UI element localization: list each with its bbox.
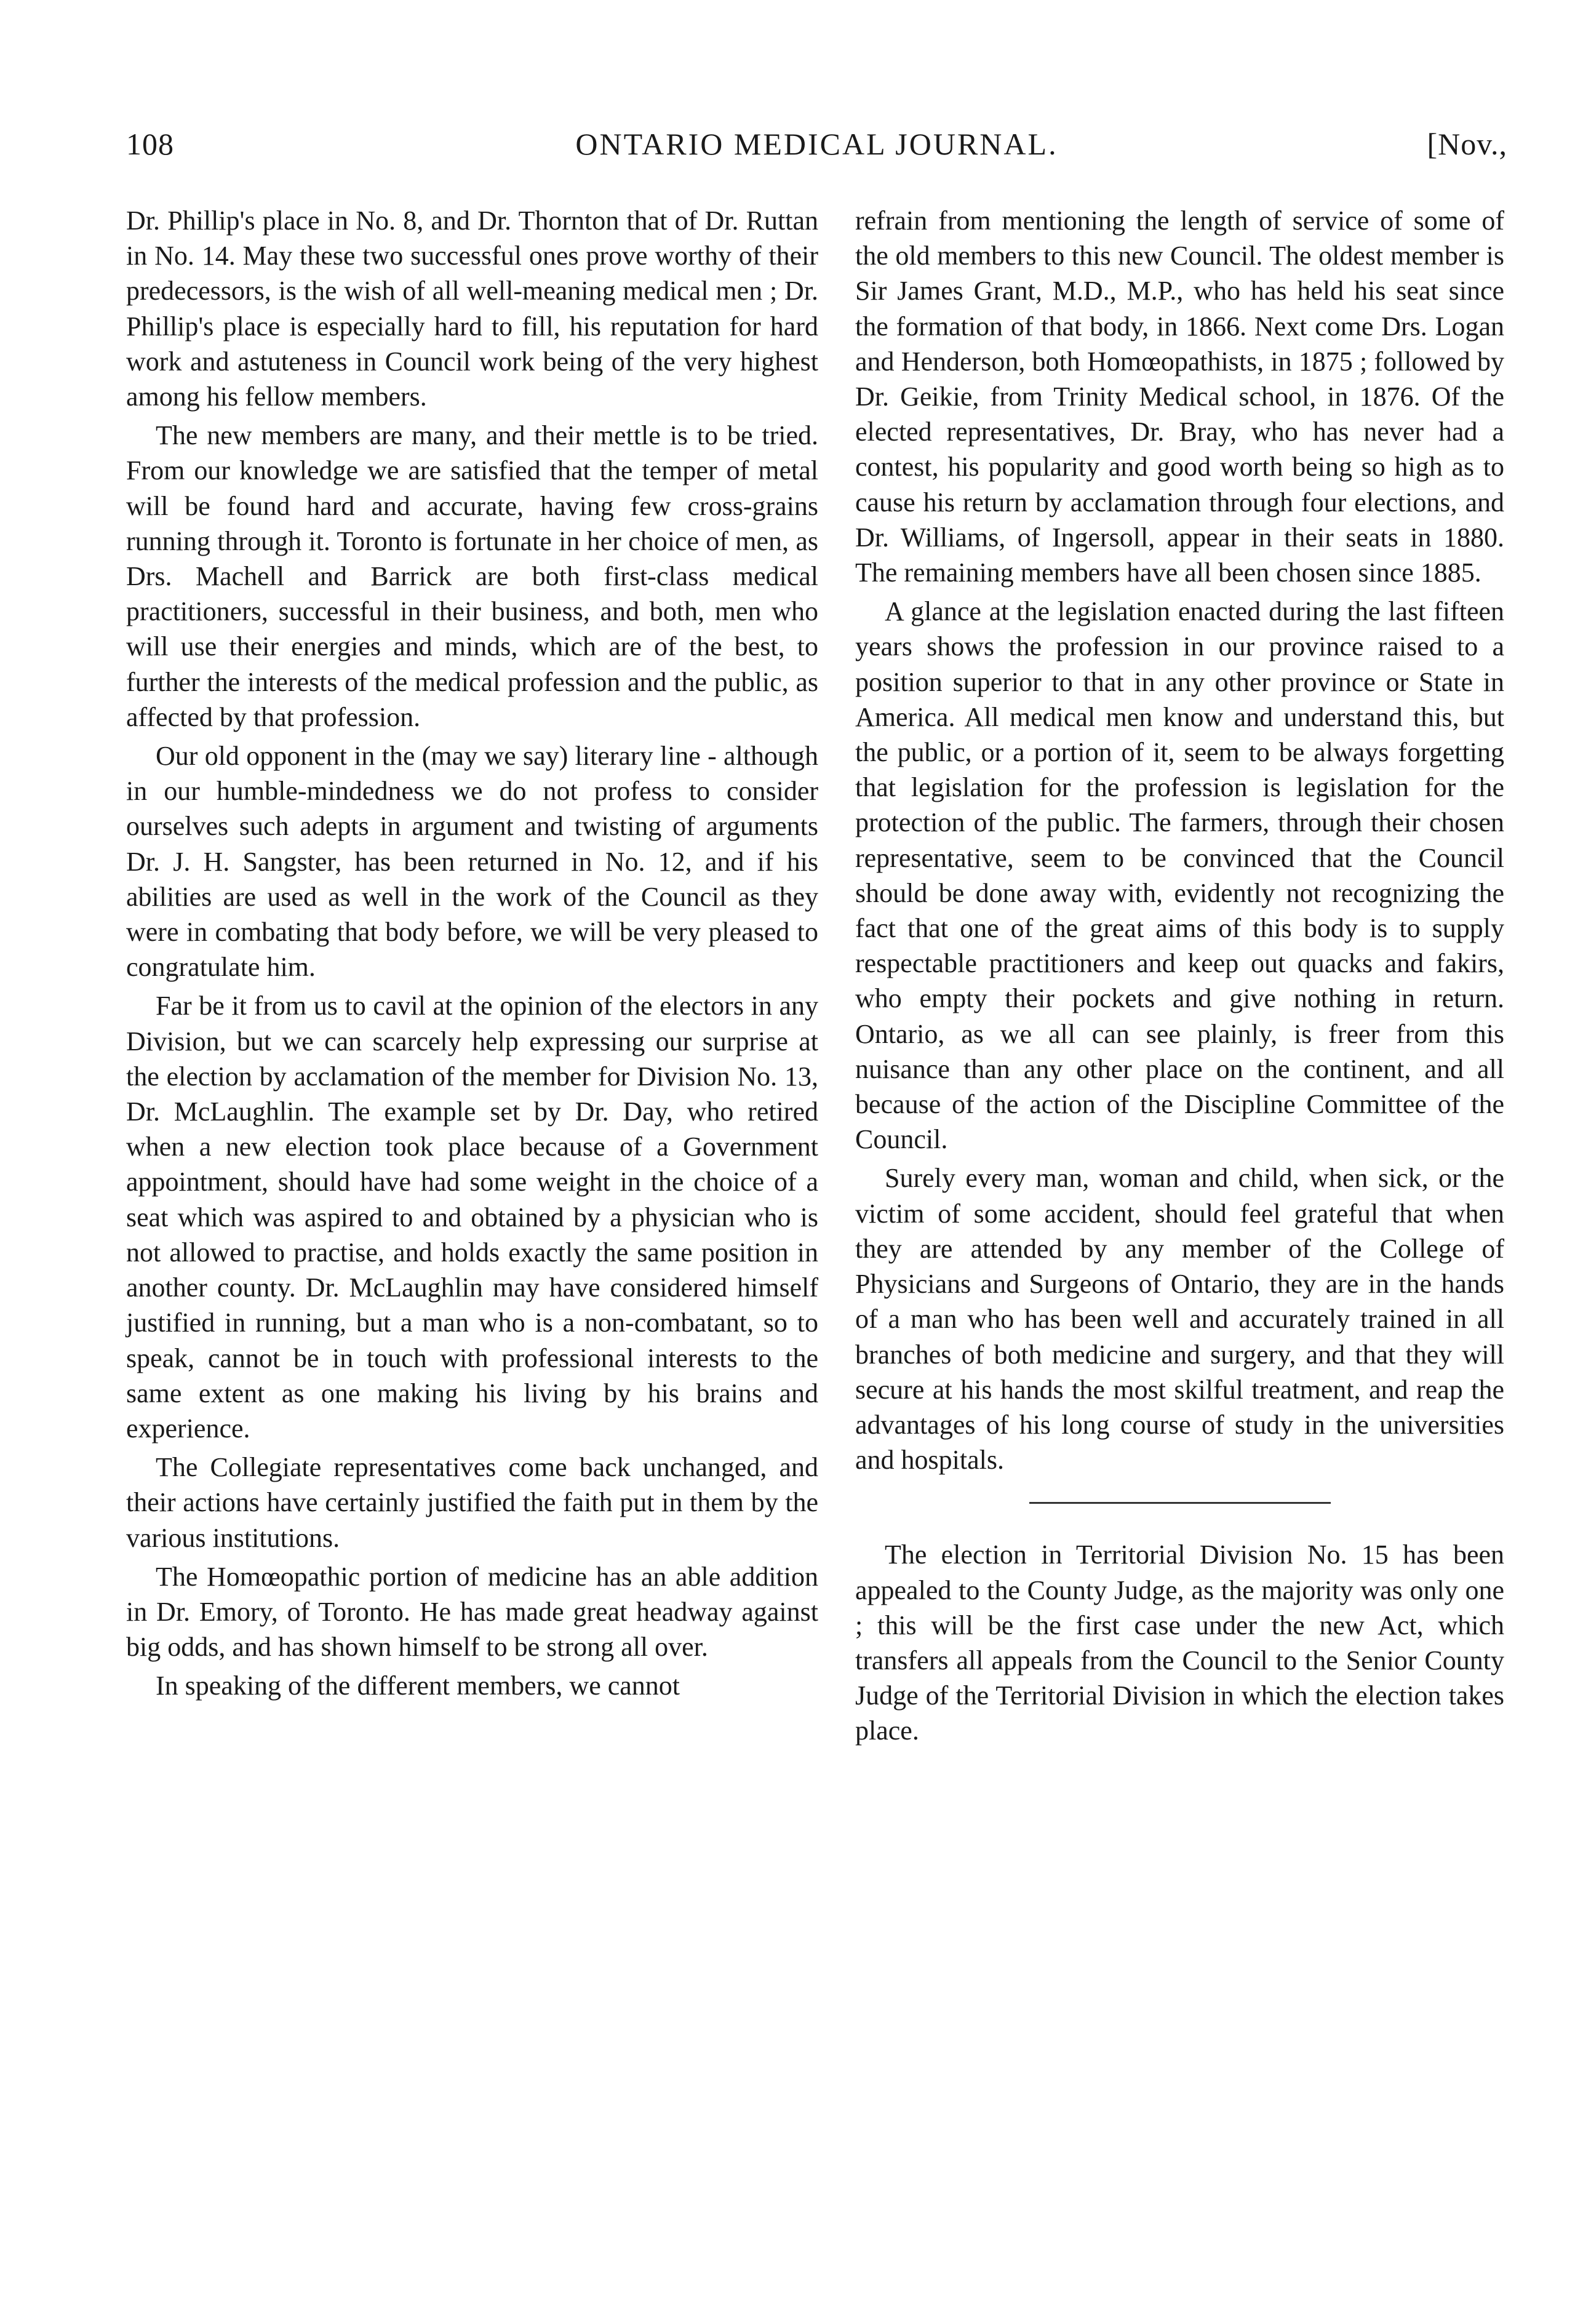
- journal-title: ONTARIO MEDICAL JOURNAL.: [575, 127, 1058, 161]
- paragraph: Dr. Phillip's place in No. 8, and Dr. Thornton that of Dr. Ruttan in No. 14. May these two successful ones prove worthy of their predecessors, is the wish of all well-meaning medical men ; Dr. Phillip's place is especially hard to fill, his reputation for hard work and astuteness in Council work being of the very highest among his fellow members.: [126, 206, 818, 412]
- page-header: [126, 126, 1507, 182]
- paragraph: Surely every man, woman and child, when sick, or the victim of some accident, should feel grateful that when they are attended by any member of the College of Physicians and Surgeons of Ontario, they are in the hands of a man who has been well and accurately trained in all branches of both medicine and surgery, and that they will secure at his hands the most skilful treatment, and reap the advantages of his long course of study in the universities and hospitals.: [855, 1163, 1504, 1475]
- right-column: [855, 203, 1504, 1749]
- paragraph: refrain from mentioning the length of service of some of the old members to this new Council. The oldest member is Sir James Grant, M.D., M.P., who has held his seat since the formation of that body, in 1866. Next come Drs. Logan and Henderson, both Homœopathists, in 1875 ; followed by Dr. Geikie, from Trinity Medical school, in 1876. Of the elected representatives, Dr. Bray, who has never had a contest, his popularity and good worth being so high as to cause his return by acclamation through four elections, and Dr. Williams, of Ingersoll, appear in their seats in 1880. The remaining members have all been chosen since 1885.: [855, 206, 1504, 588]
- paragraph: A glance at the legislation enacted during the last fifteen years shows the profession in our province raised to a position superior to that in any other province or State in America. All medical men know and understand this, but the public, or a portion of it, seem to be always forgetting that legislation for the profession is legislation for the protection of the public. The farmers, through their chosen representative, seem to be convinced that the Council should be done away with, evidently not recognizing the fact that one of the great aims of this body is to supply respectable practitioners and keep out quacks and fakirs, who empty their pockets and give nothing in return. Ontario, as we all can see plainly, is freer from this nuisance than any other place on the continent, and all because of the action of the Discipline Committee of the Council.: [855, 596, 1504, 1155]
- paragraph: Far be it from us to cavil at the opinion of the electors in any Division, but we can scarcely help expressing our surprise at the election by acclamation of the member for Division No. 13, Dr. McLaughlin. The example set by Dr. Day, who retired when a new election took place because of a Government appointment, should have had some weight in the choice of a seat which was aspired to and obtained by a physician who is not allowed to practise, and holds exactly the same position in another county. Dr. McLaughlin may have considered himself justified in running, but a man who is a non-combatant, so to speak, cannot be in touch with professional interests to the same extent as one making his living by his brains and experience.: [126, 991, 818, 1444]
- paragraph: The Homœopathic portion of medicine has an able addition in Dr. Emory, of Toronto. He has made great headway against big odds, and has shown himself to be strong all over.: [126, 1561, 818, 1663]
- paragraph: The Collegiate representatives come back unchanged, and their actions have certainly justified the faith put in them by the various institutions.: [126, 1452, 818, 1553]
- paragraph: The new members are many, and their mettle is to be tried. From our knowledge we are satisfied that the temper of metal will be found hard and accurate, having few cross-grains running through it. Toronto is fortunate in her choice of men, as Drs. Machell and Barrick are both first-class medical practitioners, successful in their business, and both, men who will use their energies and minds, which are of the best, to further the interests of the medical profession and the public, as affected by that profession.: [126, 420, 818, 732]
- left-column: [126, 203, 818, 1704]
- section-divider: [1029, 1502, 1331, 1504]
- page-number: 108: [126, 127, 174, 161]
- paragraph: In speaking of the different members, we cannot: [156, 1671, 680, 1701]
- paragraph: Our old opponent in the (may we say) literary line - although in our humble-mindedness we do not profess to consider ourselves such adepts in argument and twisting of arguments Dr. J. H. Sangster, has been returned in No. 12, and if his abilities are used as well in the work of the Council as they were in combating that body before, we will be very pleased to congratulate him.: [126, 741, 818, 983]
- election-note: The election in Territorial Division No. 15 has been appealed to the County Judge, as the majority was only one ; this will be the first case under the new Act, which transfers all appeals from the Council to the Senior County Judge of the Territorial Division in which the election takes place.: [855, 1539, 1504, 1746]
- issue-month: [Nov.,: [1427, 127, 1507, 161]
